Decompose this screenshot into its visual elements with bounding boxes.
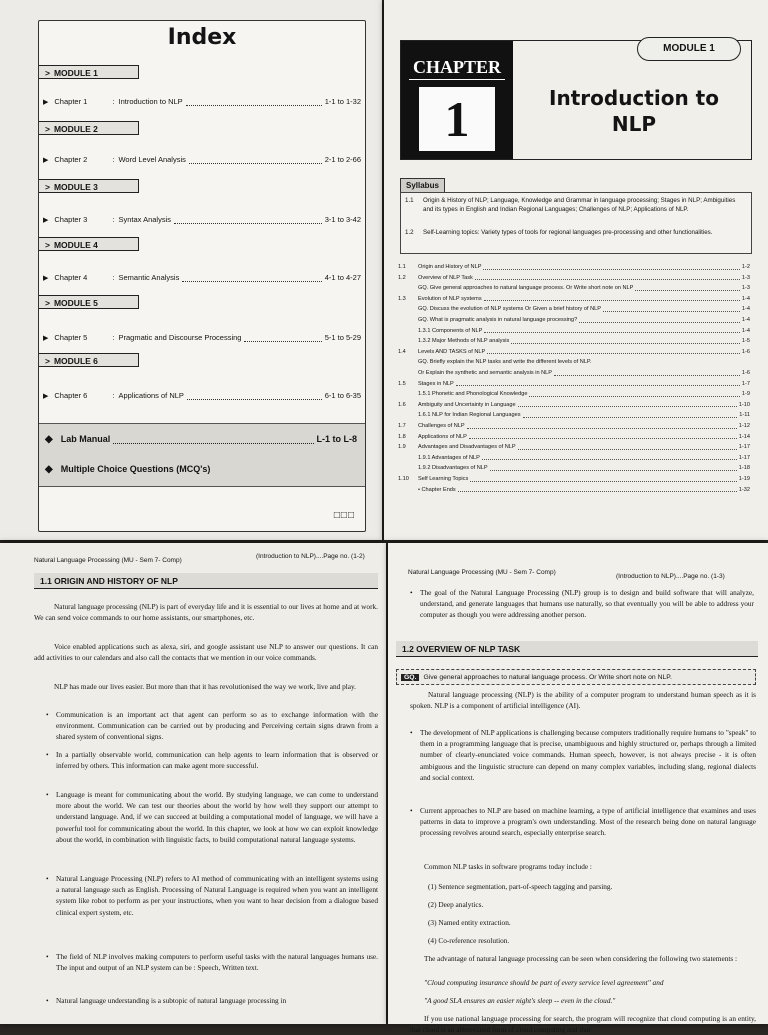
module-tag-1: > MODULE 1 — [39, 65, 139, 79]
toc-row[interactable]: 1.3.2 Major Methods of NLP analysis 1-5 — [418, 338, 750, 345]
paragraph: NLP has made our lives easier. But more than that it has revolutionised the way we work, live and play. — [54, 682, 357, 691]
chapter-title: Introduction to NLP — [549, 86, 719, 136]
diamond-bullet-icon: ◆ — [45, 463, 53, 475]
module-tag-5: > MODULE 5 — [39, 295, 139, 309]
index-title: Index — [167, 25, 237, 50]
module-tag-4: > MODULE 4 — [39, 237, 139, 251]
module-tag-6: > MODULE 6 — [39, 353, 139, 367]
page-1-3 — [388, 543, 768, 1035]
bullet-item: • The development of NLP applications is challenging because computers traditionally require humans to "speak" to them in a programming language that is precise, unambiguous and highly structured or, perhaps through a limited number of clearly-enunciated voice commands. Human speech, however, is not always precise - it is often ambiguous and the linguistic structure can depend on many complex variables, including slang, regional dialects and social context. — [410, 728, 756, 782]
toc-row[interactable]: 1.9.2 Disadvantages of NLP 1-18 — [418, 465, 750, 472]
list-item: (1) Sentence segmentation, part-of-speech tagging and parsing. — [428, 882, 613, 891]
index-chapter-2[interactable]: ▶ Chapter 2 : Word Level Analysis 2-1 to 2-66 — [43, 155, 361, 164]
gq-box: GQ. Give general approaches to natural language process. Or Write short note on NLP. — [396, 669, 756, 685]
list-item: (4) Co-reference resolution. — [428, 936, 510, 945]
toc-row[interactable]: 1.7 Challenges of NLP 1-12 — [398, 423, 750, 429]
index-chapter-6[interactable]: ▶ Chapter 6 : Applications of NLP 6-1 to 6-35 — [43, 391, 361, 400]
index-lab-manual[interactable]: ◆ Lab Manual L-1 to L-8 — [45, 433, 357, 445]
bullet-item: • Natural Language Processing (NLP) refers to AI method of communicating with an intelligent systems using a natural language such as English. Processing of Natural Language is required when you want an intelligent system like robot to perform as per your instructions, when you want to hear decision from a dialogue based clinical expert system, etc. — [46, 874, 378, 917]
bullet-item: • In a partially observable world, communication can help agents to learn information that is observed or inferred by others. This information can make agent more successful. — [46, 750, 378, 771]
page-1-2 — [0, 543, 386, 1024]
toc-row[interactable]: 1.3.1 Components of NLP 1-4 — [418, 327, 750, 334]
toc-row[interactable]: • Chapter Ends 1-32 — [418, 486, 750, 493]
paragraph: If you use national language processing for search, the program will recognize that cloud computing is an entity, that cloud is an abbreviated form of cloud computing and that — [410, 1014, 756, 1035]
arrow-bullet-icon: ▶ — [43, 156, 49, 164]
quote: "A good SLA ensures an easier night's sleep -- even in the cloud." — [424, 996, 616, 1005]
bullet-item: • Current approaches to NLP are based on machine learning, a type of artificial intelligence that examines and uses patterns in data to improve a program's own understanding. Most of the research being done on natural language processing revolves around search, especially enterprise search. — [410, 806, 756, 838]
index-mcq[interactable]: ◆ Multiple Choice Questions (MCQ's) — [45, 463, 211, 475]
bullet-item: • Communication is an important act that agent can perform so as to exchange information with the environment. Communication can be carried out by producing and Perceiving certain signs drawn from a shared system of conventional signs. — [46, 710, 378, 742]
running-header-right: (Introduction to NLP)....Page no. (1-3) — [616, 573, 725, 580]
index-frame — [38, 20, 366, 532]
section-heading: 1.1 ORIGIN AND HISTORY OF NLP — [34, 573, 378, 589]
toc-row[interactable]: Or Explain the synthetic and semantic analysis in NLP 1-6 — [418, 370, 750, 376]
arrow-bullet-icon: ▶ — [43, 274, 49, 282]
toc-row[interactable]: 1.8 Applications of NLP 1-14 — [398, 433, 750, 440]
toc-row[interactable]: 1.1 Origin and History of NLP 1-2 — [398, 264, 750, 270]
toc-row[interactable]: 1.9 Advantages and Disadvantages of NLP 1-17 — [398, 444, 750, 451]
appendix-panel — [39, 423, 365, 487]
module-pill: MODULE 1 — [637, 37, 741, 61]
index-chapter-4[interactable]: ▶ Chapter 4 : Semantic Analysis 4-1 to 4-27 — [43, 273, 361, 282]
toc-row[interactable]: 1.5.1 Phonetic and Phonological Knowledge 1-9 — [418, 391, 750, 398]
toc-row[interactable]: 1.3 Evolution of NLP systems 1-4 — [398, 295, 750, 302]
running-header-left: Natural Language Processing (MU - Sem 7- Comp) — [34, 557, 182, 564]
bullet-item: • Language is meant for communicating about the world. By studying language, we can come to understand more about the world. We can test our theories about the world by how well they support our attempt to understand language. And, if we can succeed at building a computational model of language, we will have a powerful tool for communicating about the world. In this chapter, we look at how we can exploit knowledge about the world, in combination with linguistic facts, to build computational natural language systems. — [46, 790, 378, 844]
chapter-header — [400, 40, 752, 160]
index-chapter-5[interactable]: ▶ Chapter 5 : Pragmatic and Discourse Processing 5-1 to 5-29 — [43, 333, 361, 342]
toc-row[interactable]: 1.2 Overview of NLP Task 1-3 — [398, 274, 750, 281]
toc-row[interactable]: GQ. What is pragmatic analysis in natural language processing? 1-4 — [418, 317, 750, 323]
arrow-bullet-icon: ▶ — [43, 334, 49, 342]
module-tag-2: > MODULE 2 — [39, 121, 139, 135]
paragraph: The advantage of natural language processing can be seen when considering the following two statements : — [424, 954, 738, 963]
toc-row[interactable]: 1.6.1 NLP for Indian Regional Languages 1-11 — [418, 412, 750, 419]
index-page — [0, 0, 382, 540]
paragraph: Voice enabled applications such as alexa, siri, and google assistant use NLP to answer our questions. It can add activities to our calendars and also call the contacts that we mention in our voice commands. — [34, 642, 378, 663]
chapter-number: 1 — [419, 87, 495, 151]
syllabus-item: 1.2 Self-Learning topics: Variety types of tools for regional languages pre-processing and other functionalities. — [405, 229, 713, 236]
paragraph: Natural language processing (NLP) is part of everyday life and it is essential to our lives at home and at work. We can send voice commands to our home assistants, our smartphones, etc. — [34, 602, 378, 623]
toc-row[interactable]: 1.10 Self Learning Topics 1-19 — [398, 476, 750, 482]
footer-marks: □□□ — [333, 510, 355, 521]
bullet-item: • The field of NLP involves making computers to perform useful tasks with the natural languages humans use. The input and output of an NLP system can be : Speech, Written text. — [46, 952, 378, 973]
syllabus-item: 1.1 Origin & History of NLP; Language, Knowledge and Grammar in language processing; Stages in NLP; Ambiguities and its types in English and Indian Regional Languages; Challenges of NLP; Applications of NLP. — [405, 197, 736, 213]
arrow-bullet-icon: ▶ — [43, 216, 49, 224]
section-heading: 1.2 OVERVIEW OF NLP TASK — [396, 641, 758, 657]
chapter-badge: CHAPTER 1 — [401, 41, 513, 159]
toc-row[interactable]: 1.4 Levels AND TASKS of NLP 1-6 — [398, 348, 750, 355]
toc-row[interactable]: GQ. Briefly explain the NLP tasks and write the different levels of NLP. — [418, 359, 592, 366]
toc-row[interactable]: 1.6 Ambiguity and Uncertainty in Language 1-10 — [398, 401, 750, 408]
diamond-bullet-icon: ◆ — [45, 433, 53, 445]
chapter-page — [384, 0, 768, 540]
running-header-left: Natural Language Processing (MU - Sem 7- Comp) — [408, 569, 556, 576]
paragraph: Common NLP tasks in software programs today include : — [424, 862, 592, 871]
list-item: (3) Named entity extraction. — [428, 918, 511, 927]
toc-row[interactable]: 1.5 Stages in NLP 1-7 — [398, 380, 750, 387]
list-item: (2) Deep analytics. — [428, 900, 484, 909]
index-chapter-3[interactable]: ▶ Chapter 3 : Syntax Analysis 3-1 to 3-42 — [43, 215, 361, 224]
toc-row[interactable]: GQ. Give general approaches to natural language process. Or Write short note on NLP 1-3 — [418, 285, 750, 292]
arrow-bullet-icon: ▶ — [43, 392, 49, 400]
syllabus-label: Syllabus — [400, 178, 445, 193]
index-chapter-1[interactable]: ▶ Chapter 1 : Introduction to NLP 1-1 to 1-32 — [43, 97, 361, 106]
toc-row[interactable]: 1.9.1 Advantages of NLP 1-17 — [418, 454, 750, 461]
paragraph: Natural language processing (NLP) is the ability of a computer program to understand human speech as it is spoken. NLP is a component of artificial intelligence (AI). — [410, 690, 756, 711]
module-tag-3: > MODULE 3 — [39, 179, 139, 193]
bullet-item: • Natural language understanding is a subtopic of natural language processing in — [46, 996, 287, 1005]
syllabus-box — [400, 192, 752, 254]
bullet-item: • The goal of the Natural Language Processing (NLP) group is to design and build software that will analyze, understand, and generate languages that humans use naturally, so that eventually you will be able to address your computer as though you were addressing another person. — [410, 588, 754, 620]
toc-row[interactable]: GQ. Discuss the evolution of NLP systems Or Given a brief history of NLP 1-4 — [418, 306, 750, 313]
running-header-right: (Introduction to NLP)....Page no. (1-2) — [256, 553, 365, 560]
quote: "Cloud computing insurance should be part of every service level agreement" and — [424, 978, 664, 987]
arrow-bullet-icon: ▶ — [43, 98, 49, 106]
